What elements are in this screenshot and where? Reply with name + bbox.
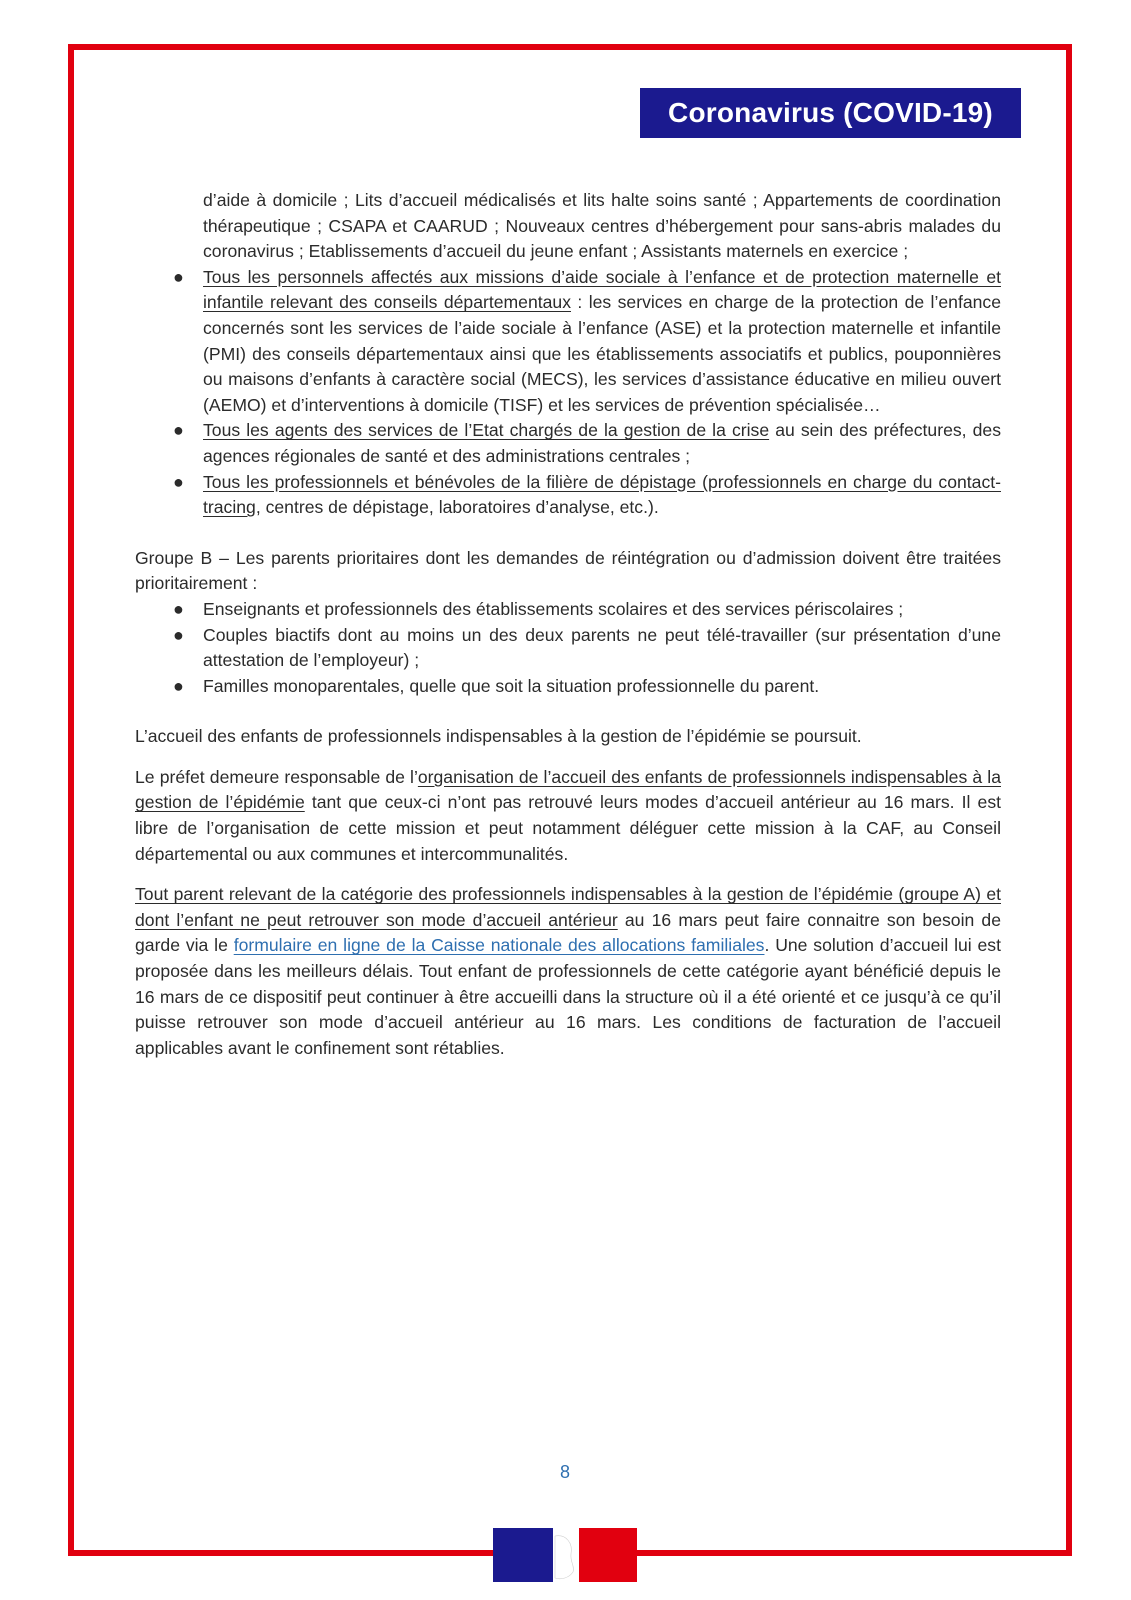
paragraph-parents: Tout parent relevant de la catégorie des professionnels indispensables à la gestion de l’épidémie (groupe A) et dont l’enfant ne peut retrouver son mode d’accueil antérieur au 16 mars peut faire connaitre son besoin de garde via le formulaire en ligne de la Caisse nationale des allocations familiales. Une solution d’accueil lui est proposée dans les meilleurs délais. Tout enfant de professionnels de cette catégorie ayant bénéficié depuis le 16 mars de ce dispositif peut continuer à être accueilli dans la structure où il a été orienté et ce jusqu’à ce qu’il puisse retrouver son mode d’accueil antérieur au 16 mars. Les conditions de facturation de l’accueil applicables avant le confinement sont rétablies.	[135, 884, 1001, 1058]
group-a-list	[135, 265, 1001, 521]
marianne-logo	[493, 1528, 637, 1582]
bullet-dot-icon: ●	[173, 471, 184, 492]
logo-blue-band	[493, 1528, 553, 1582]
list-item: ● Tous les agents des services de l’Etat chargés de la gestion de la crise au sein des préfectures, des agences régionales de santé et des administrations centrales ;	[173, 420, 1001, 466]
group-b-list	[135, 597, 1001, 699]
logo-white-band	[553, 1528, 579, 1582]
bullet-dot-icon: ●	[173, 266, 184, 287]
list-item: ● Familles monoparentales, quelle que soit la situation professionnelle du parent.	[135, 674, 1001, 700]
header-banner: Coronavirus (COVID-19)	[640, 88, 1021, 138]
continuation-text: d’aide à domicile ; Lits d’accueil médicalisés et lits halte soins santé ; Appartements de coordination thérapeutique ; CSAPA et CAARUD ; Nouveaux centres d’hébergement pour sans-abris malades du coronavirus ; Etablissements d’accueil du jeune enfant ; Assistants maternels en exercice ;	[203, 190, 1001, 262]
list-item: ● Enseignants et professionnels des établissements scolaires et des services périscolaires ;	[135, 597, 1001, 623]
marianne-profile-icon	[553, 1528, 579, 1582]
caf-form-link[interactable]: formulaire en ligne de la Caisse nationale des allocations familiales	[233, 935, 765, 956]
list-item: ● Couples biactifs dont au moins un des deux parents ne peut télé-travailler (sur présentation d’une attestation de l’employeur) ;	[173, 624, 1001, 671]
bullet-dot-icon: ●	[173, 624, 184, 645]
bullet-dot-icon: ●	[173, 598, 184, 619]
section-title: L’accueil des enfants de professionnels indispensables à la gestion de l’épidémie se poursuit.	[135, 726, 862, 747]
page-number: 8	[559, 1462, 570, 1482]
bullet-dot-icon: ●	[173, 420, 184, 441]
document-body	[135, 188, 1001, 1061]
paragraph-organisation: Le préfet demeure responsable de l’organisation de l’accueil des enfants de professionnels indispensables à la gestion de l’épidémie tant que ceux-ci n’ont pas retrouvé leurs modes d’accueil antérieur au 16 mars. Il est libre de l’organisation de cette mission et peut notamment déléguer cette mission à la CAF, au Conseil départemental ou aux communes et intercommunalités.	[135, 766, 1001, 864]
list-item: ● Tous les professionnels et bénévoles de la filière de dépistage (professionnels en charge du contact-tracing, centres de dépistage, laboratoires d’analyse, etc.).	[173, 471, 1001, 518]
group-b-intro: Groupe B – Les parents prioritaires dont les demandes de réintégration ou d’admission doivent être traitées prioritairement :	[135, 547, 1001, 594]
bullet-dot-icon: ●	[173, 675, 184, 696]
logo-red-band	[579, 1528, 637, 1582]
list-item: ● Tous les personnels affectés aux missions d’aide sociale à l’enfance et de protection maternelle et infantile relevant des conseils départementaux : les services en charge de la protection de l’enfance concernés sont les services de l’aide sociale à l’enfance (ASE) et la protection maternelle et infantile (PMI) des conseils départementaux ainsi que les établissements associatifs et publics, pouponnières ou maisons d’enfants à caractère social (MECS), les services d’assistance éducative en milieu ouvert (AEMO) et d’interventions à domicile (TISF) et les services de prévention spécialisée…	[173, 266, 1001, 415]
group-b-lead: Groupe B – Les parents prioritaires	[135, 547, 419, 568]
